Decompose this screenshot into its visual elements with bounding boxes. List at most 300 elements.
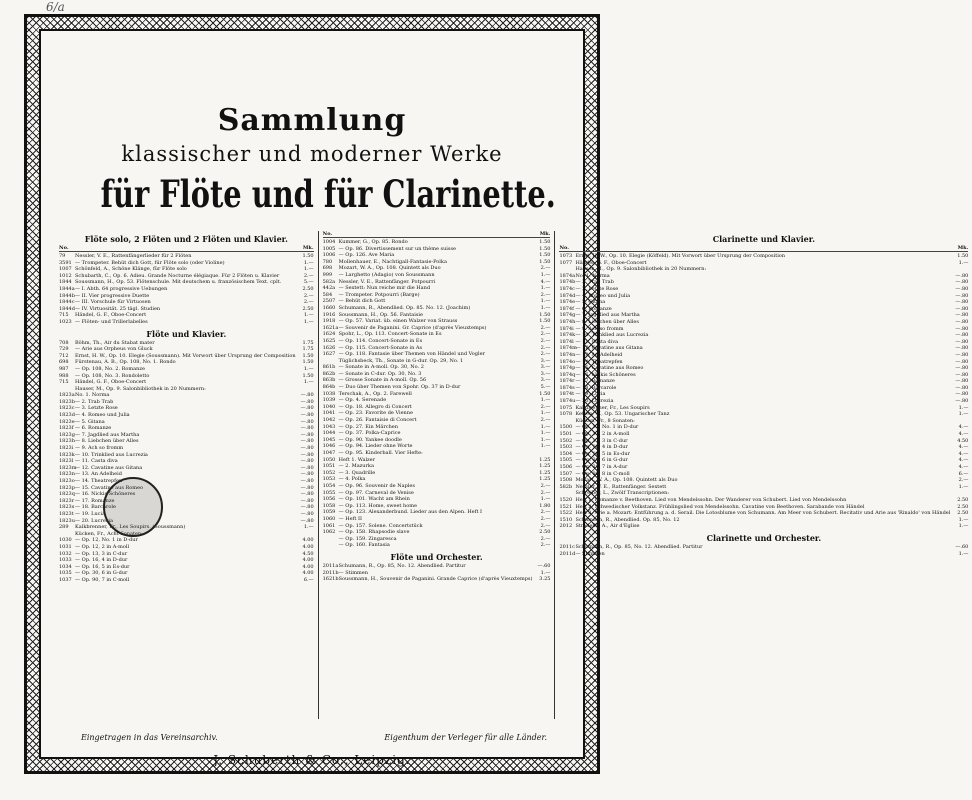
column-header-price: Mk. (957, 245, 969, 251)
publisher: J. Schuberth & Co., Leipzig. (213, 753, 411, 767)
entry-price: —.80 (955, 391, 969, 398)
entry-price: 1.— (540, 436, 551, 443)
entry-number: 1823c (59, 405, 75, 412)
entry-title: — 5. Gitana (575, 299, 606, 306)
catalog-entry (323, 404, 551, 411)
entry-number: 1007 (59, 266, 72, 273)
entry-title: No. 1. Norma (575, 272, 610, 279)
entry-number: 1062 (322, 529, 336, 536)
entry-title: — Sonate in C-dur. Op. 30, No. 3 (338, 370, 422, 377)
entry-title: — Op. 30, 6 in G-dur (575, 457, 628, 464)
entry-number: 1045 (322, 436, 336, 443)
entry-price: 1.— (303, 266, 314, 273)
entry-title: — Arie aus Orpheus von Gluck (75, 346, 153, 353)
entry-number: 988 (59, 372, 69, 379)
entry-price: —.60 (955, 543, 969, 550)
entry-title: — 14. Theatrepfen (75, 478, 123, 484)
entry-title: Terschak, A., Op. 2. Farewell (338, 390, 412, 397)
entry-number: 1823o (59, 478, 75, 484)
catalog-entry (323, 529, 551, 536)
entry-number: 1874k (559, 332, 576, 339)
column-header-price: Mk. (302, 245, 314, 251)
entry-number: 1874u (559, 398, 576, 405)
entry-price: —.80 (300, 405, 314, 412)
entry-title: — 11. Casta diva (75, 458, 118, 465)
column-header-no: No. (322, 231, 333, 237)
entry-title: — Op. 86. Divertissement sur un thème suisse (338, 245, 456, 252)
entry-number: 864b (322, 384, 336, 391)
entry-title: Schumann, R., Op. 85, No. 12. Abendlied. Partitur (575, 543, 703, 550)
entry-number: 1077 (559, 259, 573, 266)
entry-number: 1823l (59, 458, 74, 465)
catalog-entry (59, 577, 314, 584)
catalog-entry (559, 279, 968, 286)
catalog-entry (323, 463, 551, 470)
catalog-entry (559, 293, 968, 300)
entry-title: — 8. Liebchen über Alles (575, 318, 639, 325)
entry-title: — Op. 12, No. 1 in D-dur (75, 537, 138, 544)
entry-number: 442a (322, 285, 336, 292)
entry-price: —.80 (300, 412, 314, 419)
entry-title: — Op. 26. Fantaisie di Concert (338, 417, 417, 424)
catalog-entry (59, 485, 314, 492)
entry-price: —.80 (955, 345, 969, 352)
catalog-entry (59, 319, 314, 326)
catalog-entry (59, 306, 314, 313)
catalog-entry (59, 392, 314, 399)
entry-price: 2.50 (957, 510, 969, 517)
entry-price: 4.— (540, 278, 551, 285)
catalog-entry (59, 366, 314, 373)
entry-price: 1.— (303, 312, 314, 319)
entry-number: 1053 (322, 476, 336, 483)
catalog-entry (59, 544, 314, 551)
entry-price: 1.— (540, 397, 551, 404)
entry-price: 1.— (958, 259, 969, 266)
entry-title: — Op. 160. Fantasia (338, 542, 390, 549)
entry-title: Schumann, R., Abendlied. Op. 85, No. 12 (575, 516, 680, 523)
entry-number: 1874e (559, 299, 576, 306)
entry-number: 1624 (322, 331, 336, 338)
entry-title: — Stimmen (575, 550, 605, 557)
entry-number: 3591 (59, 259, 72, 266)
catalog-entry (323, 272, 551, 279)
catalog-entry (323, 424, 551, 431)
entry-price: 3.— (540, 370, 551, 377)
entry-number: 2011a (322, 562, 339, 569)
entry-title: — 4. Polka (338, 476, 366, 483)
entry-title: — 6. Romanze (575, 305, 612, 312)
entry-price: 4.— (958, 457, 969, 464)
entry-price: —.80 (955, 371, 969, 378)
catalog-entry (559, 359, 968, 366)
entry-title: Kalkbrenner, Fr., Les Soupirs (575, 404, 650, 411)
entry-price: 1.— (540, 410, 551, 417)
entry-number (559, 418, 575, 425)
entry-number: 1823m (59, 464, 77, 471)
entry-price: 1.— (958, 523, 969, 530)
entry-number: 1034 (59, 563, 72, 570)
catalog-entry (59, 386, 314, 393)
entry-price: 1.— (540, 496, 551, 503)
entry-number (323, 536, 339, 543)
entry-title: No. 1. Norma (75, 392, 110, 399)
entry-number: 1061 (322, 522, 336, 529)
entry-number: 2011b (322, 569, 339, 576)
catalog-entry (323, 503, 551, 510)
entry-title: — Op. 16, 5 in Es-dur (75, 563, 130, 570)
catalog-entry (323, 371, 551, 378)
entry-price: —.80 (300, 438, 314, 445)
entry-number: 1502 (559, 437, 573, 444)
entry-price: 6.— (303, 576, 314, 583)
entry-price: 1.— (958, 404, 969, 411)
entry-number: 1874p (559, 365, 576, 372)
catalog-entry (323, 292, 551, 299)
entry-title: — Trompeter. Behüt dich Gott, für Flöte solo (oder Violine) (75, 259, 225, 266)
entry-price: 2.50 (957, 496, 969, 503)
entry-number: 1918 (322, 318, 336, 325)
catalog-entry (59, 557, 314, 564)
entry-title: — Op. 126. Ave Maria (338, 252, 395, 259)
entry-title: — 2. Trab Trab (575, 279, 614, 286)
entry-price: 2.50 (539, 529, 551, 536)
entry-price: —.80 (300, 418, 314, 425)
column-header (59, 245, 314, 252)
catalog-entry (59, 405, 314, 412)
entry-price: —.80 (955, 398, 969, 405)
entry-title: Mozart, W. A., Op. 108. Quintett als Duo (338, 265, 441, 272)
entry-price: —.80 (300, 398, 314, 405)
entry-title: — 10. Trinklied aus Lucrezia (575, 332, 649, 339)
entry-number: 1626 (322, 344, 336, 351)
section-title: Clarinette und Orchester. (706, 532, 822, 543)
catalog-column (319, 231, 556, 719)
catalog-entry (323, 265, 551, 272)
entry-price: 1.— (958, 516, 969, 523)
entry-title: — 12. Cavatine aus Gitana (575, 345, 643, 352)
entry-title: — Op. 16, 5 in Es-dur (575, 450, 630, 457)
entry-number: 1874l (559, 338, 574, 345)
catalog-entry (323, 377, 551, 384)
entry-number: 1874d (559, 292, 576, 299)
entry-number: 1874g (559, 312, 576, 319)
entry-price: 1.50 (957, 253, 969, 259)
entry-title: Nessler, V. E., Rattenfängerlieder für 2 Flöten (75, 253, 192, 259)
entry-title: — Op. 30, 6 in G-dur (75, 570, 128, 577)
entry-price: 2.— (540, 351, 551, 358)
entry-number: 1621b (322, 576, 339, 583)
catalog-entry (323, 417, 551, 424)
entry-number: 1621a (322, 324, 339, 331)
entry-price: 2.— (540, 482, 551, 489)
entry-price: 1.50 (539, 311, 551, 318)
entry-price: 1.— (540, 285, 551, 292)
entry-price: 1.— (540, 304, 551, 311)
catalog-entry (559, 306, 968, 313)
entry-number (559, 490, 575, 497)
catalog-entry (559, 391, 968, 398)
column-header-price: Mk. (539, 231, 551, 237)
catalog-entry (323, 563, 551, 570)
entry-number: 1844 (59, 279, 72, 286)
entry-price: —.80 (300, 431, 314, 438)
entry-number: 1520 (559, 496, 573, 503)
entry-price: 4.— (958, 431, 969, 438)
entry-title: — Op. 16, 4 in D-dur (575, 444, 628, 451)
entry-title: — Op. 27. Ein Märchen (338, 423, 398, 430)
entry-title: — Op. 114. Concert-Sonate in Es (338, 337, 423, 344)
entry-number: 1874i (559, 325, 574, 332)
entry-price: 3.— (540, 377, 551, 384)
entry-number: 1505 (559, 457, 573, 464)
entry-number: 1044 (322, 430, 336, 437)
entry-price: 5.— (303, 279, 314, 286)
entry-number: 1844d (59, 305, 75, 312)
catalog-entry (559, 438, 968, 445)
entry-title: Händel, G. F., Oboe-Concert (575, 259, 647, 266)
entry-price: 4.00 (302, 570, 314, 577)
entry-price: 1.50 (539, 252, 551, 259)
entry-title: — 8. Liebchen über Alles (75, 438, 139, 445)
entry-title: — Op. 12, No. 1 in D-dur (575, 424, 639, 431)
catalog-entry (323, 536, 551, 543)
entry-number: 1874a (559, 272, 576, 279)
entry-number: 1823u (59, 517, 75, 524)
entry-price: 1.— (958, 550, 969, 557)
entry-price: —.80 (955, 332, 969, 339)
entry-number: 289 (59, 524, 69, 531)
entry-price: 1.50 (302, 359, 314, 366)
entry-price: 4.— (958, 424, 969, 431)
catalog-entry (559, 286, 968, 293)
entry-title: — Op. 4. Serenade (338, 397, 387, 404)
entry-title: — Larghetto (Adagio) von Soussmann (338, 271, 435, 278)
entry-price: 1.— (303, 379, 314, 386)
entry-title: — Op. 23. Favorite de Vienne (338, 410, 413, 417)
footer-registration: Eingetragen in das Vereinsarchiv. (81, 733, 218, 742)
entry-price: —.80 (300, 425, 314, 432)
catalog-entry (59, 293, 314, 300)
entry-title: Hauser, M., Op. 9. Salonbibliothek in 20 Nummern: (75, 385, 206, 392)
entry-title: — 19. Lucia (75, 510, 106, 517)
entry-number: 715 (59, 379, 69, 386)
entry-number: 1874m (559, 345, 577, 352)
entry-number: 1508 (559, 477, 573, 484)
entry-number: 1522 (559, 510, 573, 517)
entry-price (950, 490, 968, 497)
entry-number: 1823f (59, 425, 74, 432)
entry-price: 6.— (958, 470, 969, 477)
entry-number: 1625 (322, 337, 336, 344)
entry-number: 1660 (322, 304, 336, 311)
entry-number: 1823s (59, 504, 75, 511)
catalog-entry (59, 511, 314, 518)
catalog-entry (59, 531, 314, 538)
entry-price: 1.25 (539, 463, 551, 470)
entry-number: 2011c (559, 543, 575, 550)
catalog-entry (559, 378, 968, 385)
entry-price: 3.— (540, 364, 551, 371)
entry-number: 1038 (322, 390, 336, 397)
entry-title: — Stimmen (338, 569, 368, 576)
entry-price: 1.50 (539, 318, 551, 325)
catalog-entry (323, 450, 551, 457)
entry-number: 1004 (322, 239, 336, 245)
entry-price: 2.— (540, 489, 551, 496)
entry-price: —.80 (300, 458, 314, 465)
entry-number: 1058 (322, 502, 336, 509)
entry-title: — Op. 30, 7 in A-dur (575, 464, 628, 470)
entry-title: — 16. Nickis Schöneres (75, 491, 136, 498)
catalog-entry (59, 419, 314, 426)
entry-title: Händel, G. F., Oboe-Concert (75, 379, 147, 386)
entry-price: 2.— (303, 299, 314, 306)
catalog-entry (559, 260, 968, 267)
entry-number: 1916 (322, 311, 336, 318)
entry-number: 1521 (559, 503, 573, 510)
ornamental-border (24, 14, 969, 774)
entry-price: 2.50 (302, 285, 314, 292)
catalog-entry (559, 253, 968, 260)
entry-price: 1.— (958, 483, 969, 490)
column-header-no: No. (59, 245, 69, 251)
catalog-entry (559, 497, 968, 504)
entry-title: Schubarth, C., Op. 6. Adieu. Grande Nocturne élégiaque. Für 2 Flöten u. Klavier (75, 272, 280, 279)
entry-title: — Flöten- und Trillerlabelles (75, 318, 148, 325)
entry-price: 1.— (303, 318, 314, 325)
entry-title: — 3. Letzte Rose (575, 285, 619, 292)
entry-price: —.80 (955, 325, 969, 332)
entry-title: — Sonate in A-moll. Op. 30, No. 2 (338, 364, 424, 371)
entry-number: 1035 (59, 570, 72, 577)
catalog-entry (59, 260, 314, 267)
entry-title: Heft 2. Schwedischer Volkstanz. Frühlingslied von Mendelssohn. Cavatine von Beethoven. Sarabande von Händel (575, 503, 865, 510)
entry-price: —.80 (955, 279, 969, 286)
catalog-entry (559, 345, 968, 352)
entry-price: —.80 (300, 464, 314, 471)
entry-price: —.80 (300, 504, 314, 511)
entry-price: 1.50 (302, 372, 314, 379)
entry-title: — Op. 90, 8 in C-moll (575, 470, 630, 477)
entry-price: 1.— (540, 298, 551, 305)
entry-price: 2.— (540, 337, 551, 344)
entry-number: 1874t (559, 391, 575, 398)
entry-title: Soussmann, H., Op. 53. Flötenschule. Mit deutschem u. französischem Text. cplt. (75, 279, 282, 286)
entry-title: Heft 1. Walzer (338, 456, 376, 463)
catalog-entry (323, 490, 551, 497)
catalog-entry (323, 476, 551, 483)
entry-number: 863b (322, 377, 336, 384)
catalog-entry (323, 443, 551, 450)
entry-price (950, 266, 968, 273)
entry-title: — 20. Lucrezia (575, 398, 614, 405)
entry-price: —.80 (955, 358, 969, 365)
catalog-entry (559, 510, 968, 517)
entry-number: 1052 (322, 469, 336, 476)
entry-number: 1874h (559, 318, 576, 325)
catalog-entry (559, 490, 968, 497)
catalog-entry (59, 524, 314, 531)
entry-title: — Op. 96. Souvenir de Naples (338, 482, 415, 489)
catalog-entry (323, 391, 551, 398)
entry-price: 4.— (958, 450, 969, 457)
catalog-entry (559, 451, 968, 458)
entry-price: —.80 (955, 351, 969, 358)
entry-number: 1050 (322, 456, 336, 463)
entry-title: — 9. Ach so fromm (575, 325, 624, 332)
entry-title: — 17. Romanze (575, 378, 615, 385)
catalog-entry (59, 432, 314, 439)
entry-price (296, 386, 314, 393)
entry-price: —.80 (955, 318, 969, 325)
catalog-entry (323, 410, 551, 417)
entry-number: 1059 (322, 509, 336, 516)
catalog-entry (559, 464, 968, 471)
catalog-entry (559, 326, 968, 333)
catalog-entry (59, 353, 314, 360)
entry-number (59, 386, 75, 393)
entry-number: 1060 (322, 515, 336, 522)
entry-title: Schumann, R., Op. 85, No. 12. Abendlied. Partitur (338, 562, 466, 569)
entry-price: 1.80 (539, 502, 551, 509)
entry-title: — 20. Lucrezia (75, 517, 114, 524)
entry-title: — II. Vier progressive Duette (75, 292, 150, 299)
entry-title: — IV. Virtuosität. 25 tägl. Studien (75, 305, 161, 312)
catalog-entry (59, 491, 314, 498)
entry-number: 780 (322, 258, 333, 265)
catalog-entry (59, 570, 314, 577)
entry-number (323, 358, 339, 365)
entry-number: 1054 (322, 482, 336, 489)
entry-price: —.80 (300, 478, 314, 484)
catalog-entry (323, 430, 551, 437)
catalog-entry (323, 483, 551, 490)
entry-price: 1.50 (302, 352, 314, 359)
entry-title: — 11. Casta diva (575, 338, 619, 345)
entry-number: 1823q (59, 491, 75, 498)
entry-title: — 4. Romeo und Julia (575, 292, 631, 299)
entry-price: 2.— (540, 265, 551, 272)
entry-number: 1501 (559, 431, 573, 438)
entry-number: 79 (59, 253, 66, 259)
catalog-entry (323, 437, 551, 444)
catalog-entry (323, 358, 551, 365)
catalog-entry (59, 438, 314, 445)
entry-title: — Op. 113. Home, sweet home (338, 502, 417, 509)
catalog-entry (59, 551, 314, 558)
entry-price: 3.— (540, 357, 551, 364)
entry-title: — Op. 90. Yankee doodle (338, 436, 402, 443)
entry-title: — Op. 37. Polka-Caprice (338, 430, 401, 437)
catalog-column (555, 231, 972, 719)
catalog-columns (55, 231, 969, 719)
entry-number: 1078 (559, 411, 573, 418)
catalog-entry (323, 285, 551, 292)
entry-price: 2.— (958, 477, 969, 484)
entry-price: 2.— (540, 522, 551, 529)
catalog-entry (559, 398, 968, 405)
catalog-entry (59, 412, 314, 419)
entry-title: — 3. Letzte Rose (75, 405, 118, 412)
catalog-entry (59, 346, 314, 353)
entry-number: 1056 (322, 496, 336, 503)
entry-price: 1.— (958, 411, 969, 418)
catalog-entry (59, 445, 314, 452)
entry-number: 1844a (59, 285, 75, 292)
catalog-entry (323, 338, 551, 345)
catalog-entry (559, 484, 968, 491)
